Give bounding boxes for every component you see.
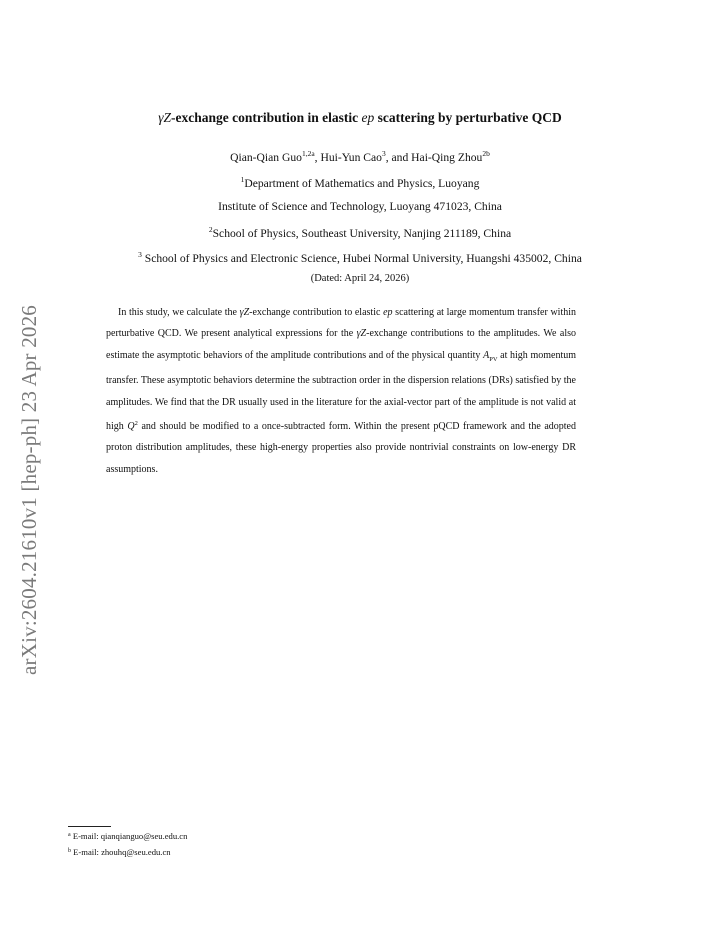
affiliation-text: School of Physics, Southeast University, Nanjing 211189, China: [212, 227, 512, 240]
abstract-text: -exchange contributions to the amplitudes. We also estimate the asymptotic behaviors of the amplitude contributions and of the physical quantity: [106, 328, 576, 361]
footnote-text: E-mail: qianqianguo@seu.edu.cn: [70, 831, 188, 841]
affiliation-1-line-2: Institute of Science and Technology, Luoyang 471023, China: [218, 200, 502, 213]
affiliation-1-line-1: [0, 175, 720, 190]
footnote-b: [68, 847, 171, 857]
abstract-text: and should be modified to a once-subtracted form. Within the present pQCD framework and the adopted proton distribution amplitudes, these high-energy properties also provide nontrivial constraints on low-energy DR assumptions.: [106, 421, 576, 475]
affiliation-text: Department of Mathematics and Physics, Luoyang: [244, 177, 480, 190]
footnote-mark: b: [68, 848, 71, 854]
title-ep-symbol: ep: [361, 110, 375, 125]
abstract-text: at high momentum transfer. These asymptotic behaviors determine the subtraction order in the dispersion relations (DRs) satisfied by the amplitudes. We find that the DR usually used in the literature for the axial-vector part of the amplitude is not valid at high: [106, 349, 576, 433]
paper-title: [0, 110, 720, 126]
abstract-text: scattering at large momentum transfer within perturbative QCD. We present analytical expressions for the: [106, 307, 577, 340]
author-affiliation-mark: 2b: [482, 149, 490, 158]
author-name: Qian-Qian Guo: [230, 151, 302, 164]
author-list: [0, 149, 720, 164]
title-text-1: -exchange contribution in elastic: [171, 110, 362, 125]
affiliation-mark: 3: [138, 250, 142, 259]
math-q-superscript: 2: [134, 420, 138, 428]
abstract: [106, 302, 576, 480]
author-affiliation-mark: 3: [381, 149, 386, 158]
author-name: Hai-Qing Zhou: [411, 151, 483, 164]
affiliation-text: School of Physics and Electronic Science, Hubei Normal University, Huangshi 435002, China: [141, 252, 582, 265]
math-gz: γZ: [239, 307, 250, 318]
author-separator: ,: [314, 151, 321, 164]
math-q: Q: [127, 421, 135, 433]
footnote-text: E-mail: zhouhq@seu.edu.cn: [71, 847, 171, 857]
affiliation-mark: 1: [240, 175, 245, 184]
math-ep: ep: [383, 307, 393, 318]
affiliation-3: [0, 250, 720, 265]
arxiv-identifier: arXiv:2604.21610v1 [hep-ph] 23 Apr 2026: [17, 305, 41, 675]
abstract-text: -exchange contribution to elastic: [249, 307, 384, 318]
title-gz-symbol: γZ: [158, 110, 172, 125]
affiliation-mark: 2: [208, 225, 213, 234]
affiliation-2: [0, 225, 720, 240]
footnote-mark: a: [68, 832, 71, 838]
footnote-a: [68, 831, 187, 841]
title-text-2: scattering by perturbative QCD: [374, 110, 562, 125]
dated-line: (Dated: April 24, 2026): [310, 273, 410, 284]
author-affiliation-mark: 1,2a: [301, 149, 315, 158]
author-name: Hui-Yun Cao: [320, 151, 382, 164]
math-apv: A: [483, 349, 490, 361]
math-gz: γZ: [356, 328, 367, 340]
footnote-rule: [68, 826, 111, 827]
abstract-text: In this study, we calculate the: [118, 307, 240, 318]
author-separator: , and: [385, 151, 412, 164]
math-apv-subscript: PV: [489, 355, 498, 363]
